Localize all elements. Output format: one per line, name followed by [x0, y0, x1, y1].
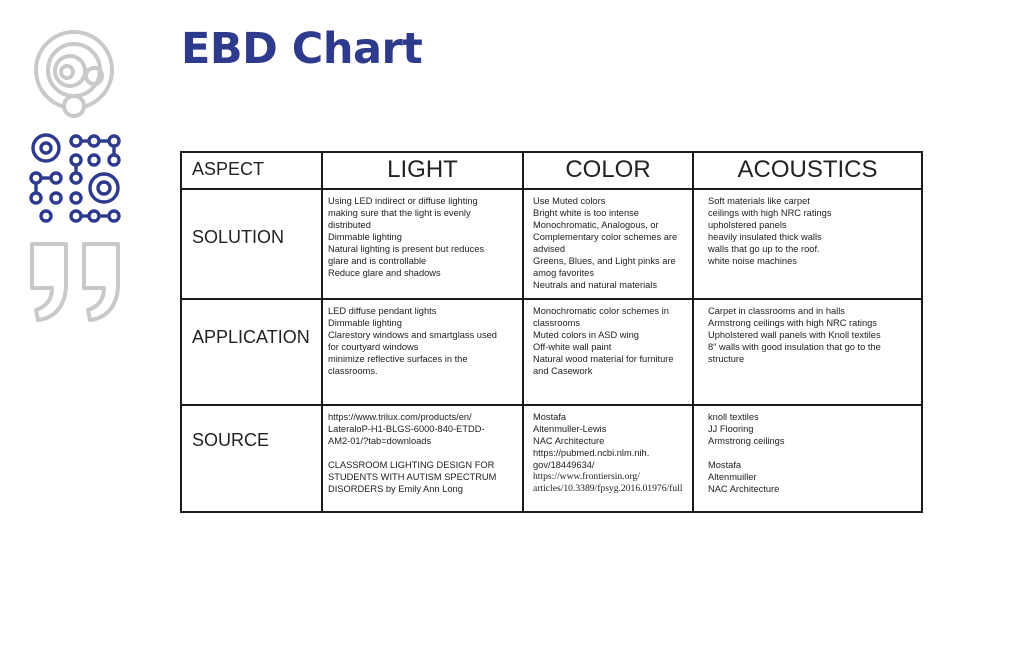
cell-line: Mostafa — [708, 460, 742, 470]
cell-line: https://www.trilux.com/products/en/ — [328, 412, 472, 422]
cell-line: distributed — [328, 220, 371, 230]
cell-line: Use Muted colors — [533, 196, 606, 206]
cell-line: Altenmuiller — [708, 472, 757, 482]
cell-application-acoustics — [693, 299, 922, 405]
cell-line: AM2-01/?tab=downloads — [328, 436, 432, 446]
cell-line: Carpet in classrooms and in halls — [708, 306, 845, 316]
cell-line: Armstrong ceilings with high NRC ratings — [708, 318, 877, 328]
cell-source-color — [523, 405, 693, 512]
cell-line: amog favorites — [533, 268, 594, 278]
cell-line: JJ Flooring — [708, 424, 754, 434]
cell-line — [328, 447, 516, 459]
dot-grid-circuit-icon — [28, 130, 124, 226]
cell-line: minimize reflective surfaces in the — [328, 354, 468, 364]
cell-line: https://www.frontiersin.org/ — [533, 471, 640, 482]
table-row-application — [181, 299, 922, 405]
cell-line: and Casework — [533, 366, 593, 376]
cell-line: Monochromatic, Analogous, or — [533, 220, 659, 230]
aspect-header: ASPECT — [181, 152, 322, 189]
row-label-solution: SOLUTION — [181, 189, 322, 299]
cell-line: Clarestory windows and smartglass used — [328, 330, 497, 340]
page-title: EBD Chart — [181, 24, 423, 74]
table-row-solution — [181, 189, 922, 299]
cell-line: Natural lighting is present but reduces — [328, 244, 485, 254]
cell-line: NAC Architecture — [708, 484, 780, 494]
cell-line: STUDENTS WITH AUTISM SPECTRUM — [328, 472, 497, 482]
cell-solution-acoustics — [693, 189, 922, 299]
cell-line: gov/18449634/ — [533, 460, 595, 470]
column-header-light: LIGHT — [322, 152, 523, 189]
cell-line: https://pubmed.ncbi.nlm.nih. — [533, 448, 650, 458]
cell-line: Dimmable lighting — [328, 318, 402, 328]
column-header-color: COLOR — [523, 152, 693, 189]
cell-line: knoll textiles — [708, 412, 759, 422]
cell-line: Bright white is too intense — [533, 208, 639, 218]
cell-line: making sure that the light is evenly — [328, 208, 471, 218]
cell-line — [708, 447, 915, 459]
cell-line: Soft materials like carpet — [708, 196, 810, 206]
cell-line: Upholstered wall panels with Knoll textiles — [708, 330, 881, 340]
cell-line: CLASSROOM LIGHTING DESIGN FOR — [328, 460, 495, 470]
cell-line: heavily insulated thick walls — [708, 232, 822, 242]
cell-line: walls that go up to the roof. — [708, 244, 820, 254]
cell-line: Natural wood material for furniture — [533, 354, 674, 364]
table-row-source — [181, 405, 922, 512]
ebd-table — [180, 151, 923, 513]
cell-line: Using LED indirect or diffuse lighting — [328, 196, 478, 206]
cell-line: Dimmable lighting — [328, 232, 402, 242]
cell-line: white noise machines — [708, 256, 797, 266]
cell-source-acoustics — [693, 405, 922, 512]
cell-line: Monochromatic color schemes in — [533, 306, 669, 316]
cell-line: articles/10.3389/fpsyg.2016.01976/full — [533, 483, 683, 494]
cell-line: upholstered panels — [708, 220, 787, 230]
cell-solution-color — [523, 189, 693, 299]
column-header-acoustics: ACOUSTICS — [693, 152, 922, 189]
cell-line: Reduce glare and shadows — [328, 268, 441, 278]
cell-application-color — [523, 299, 693, 405]
cell-line: structure — [708, 354, 745, 364]
table-header-row — [181, 152, 922, 189]
cell-line: Complementary color schemes are — [533, 232, 678, 242]
cell-line: Altenmuller-Lewis — [533, 424, 607, 434]
cell-application-light — [322, 299, 523, 405]
cell-line: DISORDERS by Emily Ann Long — [328, 484, 463, 494]
row-label-source: SOURCE — [181, 405, 322, 512]
cell-line: Armstrong ceilings — [708, 436, 785, 446]
cell-line: ceilings with high NRC ratings — [708, 208, 832, 218]
cell-line: Muted colors in ASD wing — [533, 330, 639, 340]
cell-line: for courtyard windows — [328, 342, 419, 352]
quotation-marks-icon — [28, 240, 124, 326]
cell-line: 8" walls with good insulation that go to the — [708, 342, 881, 352]
cell-line: advised — [533, 244, 566, 254]
cell-line: Off-white wall paint — [533, 342, 612, 352]
cell-line: glare and is controllable — [328, 256, 427, 266]
cell-line: LED diffuse pendant lights — [328, 306, 437, 316]
cell-line: classrooms. — [328, 366, 378, 376]
cell-line: Greens, Blues, and Light pinks are — [533, 256, 676, 266]
cell-line: Mostafa — [533, 412, 567, 422]
cell-solution-light — [322, 189, 523, 299]
concentric-circles-icon — [28, 26, 120, 122]
cell-line: classrooms — [533, 318, 581, 328]
row-label-application: APPLICATION — [181, 299, 322, 405]
cell-source-light — [322, 405, 523, 512]
cell-line: NAC Architecture — [533, 436, 605, 446]
cell-line: LateraloP-H1-BLGS-6000-840-ETDD- — [328, 424, 485, 434]
cell-line: Neutrals and natural materials — [533, 280, 658, 290]
